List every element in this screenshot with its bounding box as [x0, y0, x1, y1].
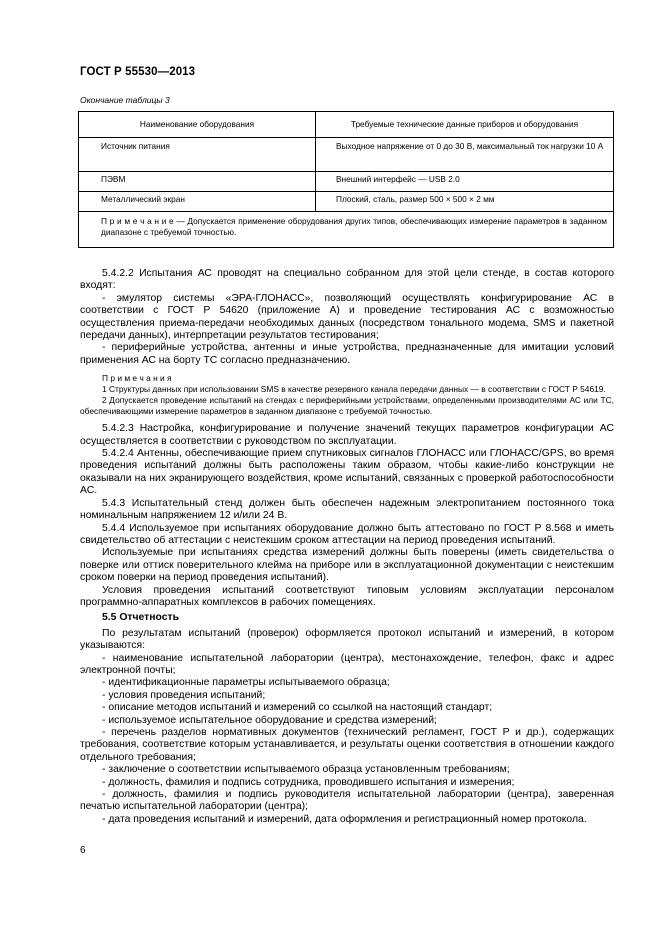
table-cell-name: ПЭВМ: [79, 172, 316, 192]
list-item: - дата проведения испытаний и измерений, дата оформления и регистрационный номер протокола.: [102, 813, 587, 825]
table-cell-name: Металлический экран: [79, 192, 316, 212]
list-item: - описание методов испытаний и измерений со ссылкой на настоящий стандарт;: [102, 702, 493, 714]
table-cell-name: Источник питания: [79, 138, 316, 172]
paragraph: 5.4.4 Используемое при испытаниях оборудование должно быть аттестовано по ГОСТ Р 8.568 и иметь свидетельство об аттестации с неистекшим сроком аттестации на период проведения испытаний.: [80, 522, 614, 546]
list-item: - должность, фамилия и подпись сотрудника, проводившего испытания и измерения;: [102, 776, 515, 788]
note-item: 1 Структуры данных при использовании SMS в качестве резервного канала передачи данных — в соответствии с ГОСТ Р 54619.: [102, 384, 606, 395]
paragraph: По результатам испытаний (проверок) оформляется протокол испытаний и измерений, в котором указываются:: [80, 627, 614, 652]
list-item: - наименование испытательной лаборатории (центра), местонахождение, телефон, факс и адрес электронной почты;: [80, 652, 614, 676]
standard-header: ГОСТ Р 55530—2013: [80, 66, 196, 78]
list-item: - эмулятор системы «ЭРА-ГЛОНАСС», позволяющий осуществлять конфигурирование АС в соответствии с ГОСТ Р 54620 (приложение А) и проведение тестирования АС с возможностью осуществления приема-передачи необходимых данных (посредством тонального модема, SMS и пакетной передачи данных), интерпретации результатов тестирования;: [80, 292, 614, 342]
table-header-row: [79, 112, 614, 138]
table-col-header: Наименование оборудования: [79, 112, 316, 138]
list-item: - перечень разделов нормативных документов (технический регламент, ГОСТ Р и др.), содержащих требования, соответствие которым устанавливается, и результаты оценки соответствия в отношении каждого отдельного требования;: [80, 727, 614, 763]
paragraph: 5.4.2.4 Антенны, обеспечивающие прием спутниковых сигналов ГЛОНАСС или ГЛОНАСС/GPS, во время проведения испытаний должны быть расположены таким образом, чтобы какие-либо конструкции не оказывали на них экранирующего воздействия, кроме испытаний, связанных с проверкой работоспособности АС.: [80, 448, 614, 497]
notes-label: П р и м е ч а н и я: [102, 373, 172, 384]
table-note-label: П р и м е ч а н и е: [101, 216, 174, 226]
table-row: [79, 172, 614, 192]
table-col-header: Требуемые технические данные приборов и оборудования: [316, 112, 614, 138]
paragraph: Используемые при испытаниях средства измерений должны быть поверены (иметь свидетельства о поверке или оттиск поверительного клейма на приборе или в эксплуатационной документации с неистекшим сроком поверки на период проведения испытаний).: [80, 547, 614, 584]
section-heading: 5.5 Отчетность: [102, 612, 180, 624]
table-row: [79, 192, 614, 212]
list-item: - заключение о соответствии испытываемого образца установленным требованиям;: [102, 764, 510, 776]
page-number: 6: [80, 845, 86, 856]
table-note-text: — Допускается применение оборудования других типов, обеспечивающих измерение параметров в заданном диапазоне с требуемой точностью.: [101, 216, 607, 237]
table-caption: Окончание таблицы 3: [80, 95, 170, 105]
table-row: [79, 138, 614, 172]
list-item: - используемое испытательное оборудование и средства измерений;: [102, 714, 437, 726]
table-cell-spec: Плоский, сталь, размер 500 × 500 × 2 мм: [316, 192, 614, 212]
note-item: 2 Допускается проведение испытаний на стендах с периферийными устройствами, определенными производителями АС или ТС, обеспечивающими измерение параметров в заданном диапазоне с требуемой точностью.: [80, 395, 614, 417]
paragraph: 5.4.2.3 Настройка, конфигурирование и получение значений текущих параметров конфигурации АС осуществляется в соответствии с руководством по эксплуатации.: [80, 423, 614, 447]
paragraph: 5.4.2.2 Испытания АС проводят на специально собранном для этой цели стенде, в состав которого входят:: [80, 268, 614, 292]
table-cell-spec: Внешний интерфейс — USB 2.0: [316, 172, 614, 192]
list-item: - периферийные устройства, антенны и иные устройства, предназначенные для имитации условий применения АС на борту ТС согласно предназначению.: [80, 342, 614, 366]
table-note-row: [79, 212, 614, 248]
paragraph: Условия проведения испытаний соответствуют типовым условиям эксплуатации персоналом программно-аппаратных комплексов в рабочих помещениях.: [80, 584, 614, 608]
list-item: - должность, фамилия и подпись руководителя испытательной лаборатории (центра), заверенная печатью испытательной лаборатории (центра);: [80, 789, 614, 813]
table-note: [79, 212, 614, 248]
list-item: - условия проведения испытаний;: [102, 689, 266, 701]
table-cell-spec: Выходное напряжение от 0 до 30 В, максимальный ток нагрузки 10 А: [316, 138, 614, 172]
document-body: [80, 268, 614, 826]
list-item: - идентификационные параметры испытываемого образца;: [102, 677, 390, 689]
equipment-table: [78, 111, 614, 248]
paragraph: 5.4.3 Испытательный стенд должен быть обеспечен надежным электропитанием постоянного тока номинальным напряжением 12 и/или 24 В.: [80, 497, 614, 522]
